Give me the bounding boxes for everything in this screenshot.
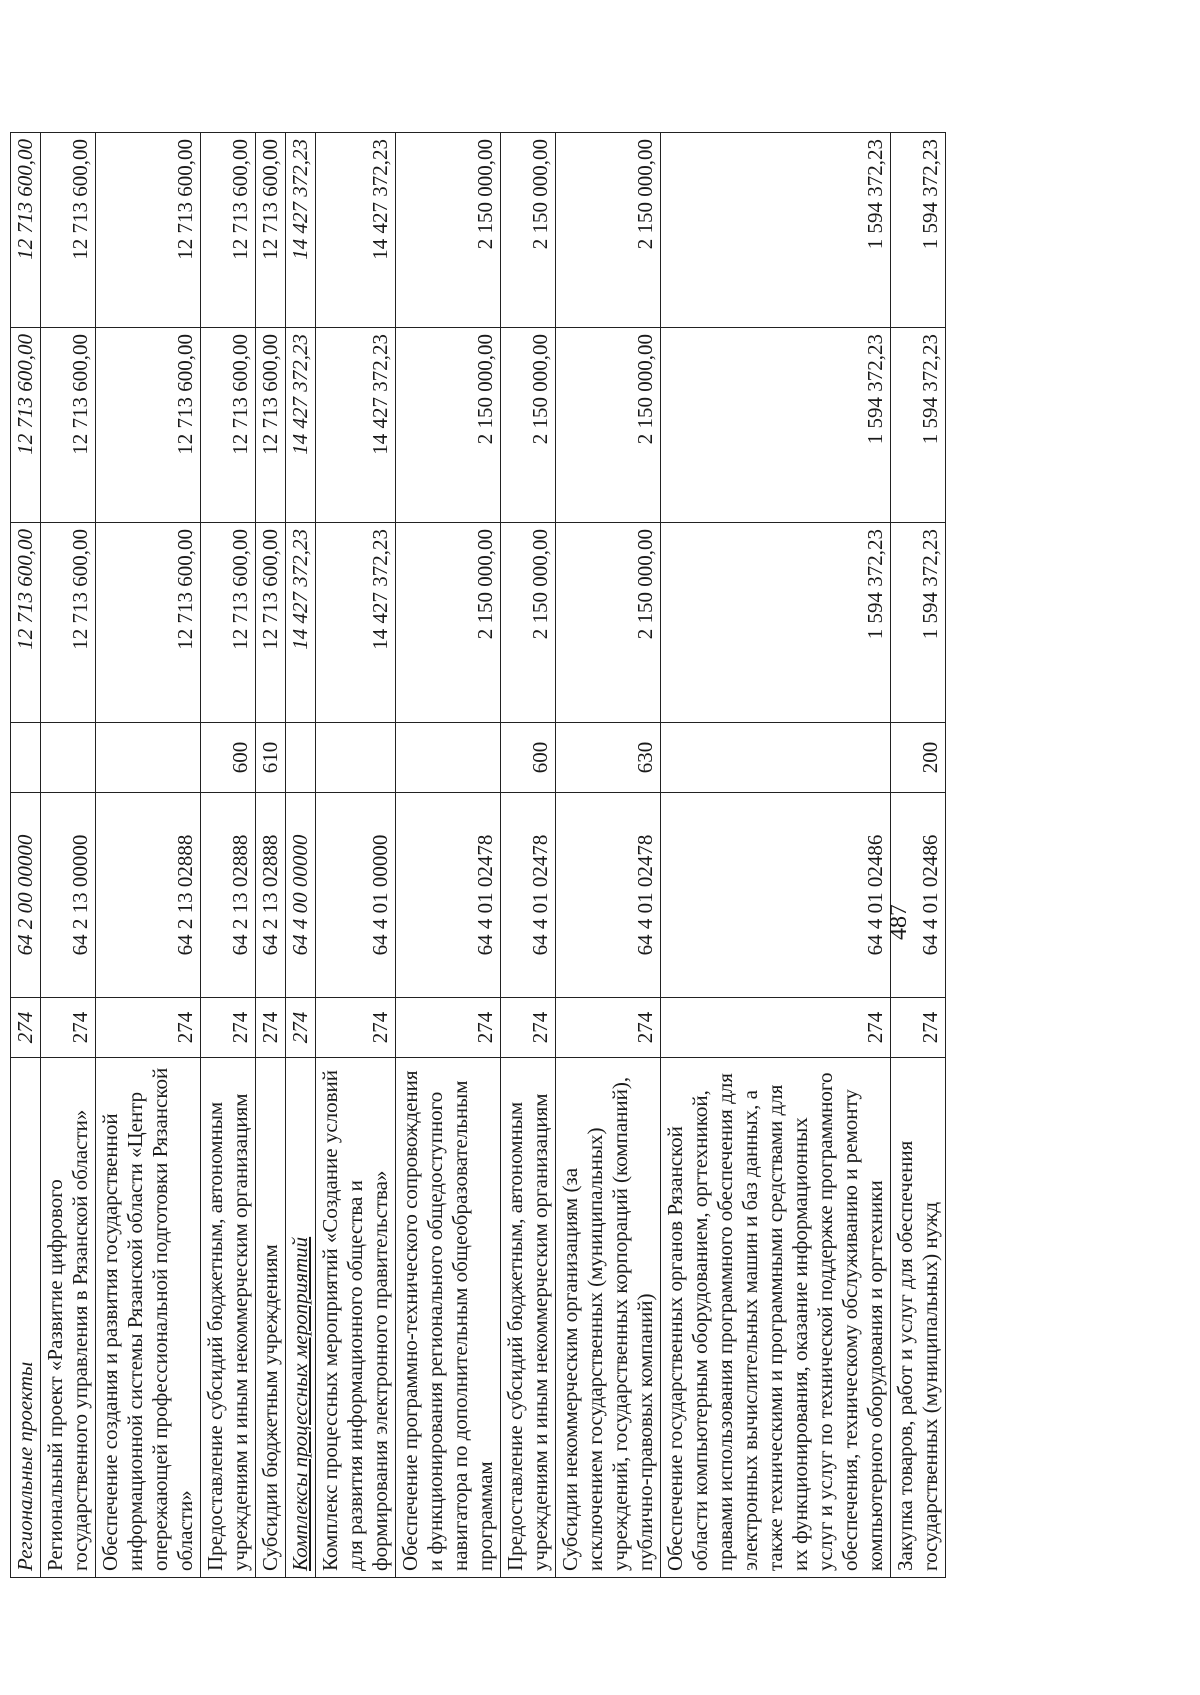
row-amount-cell: 2 150 000,00 [556, 328, 661, 523]
row-amount-cell: 12 713 600,00 [96, 523, 201, 723]
row-name-cell: Предоставление субсидий бюджетным, автономным учреждениям и иным некоммерческим организациям [501, 1058, 556, 1578]
row-type-cell: 600 [501, 723, 556, 793]
row-type-cell [96, 723, 201, 793]
row-amount-cell: 12 713 600,00 [11, 328, 41, 523]
row-amount-cell: 2 150 000,00 [501, 328, 556, 523]
row-dept-cell: 274 [201, 998, 256, 1058]
table-row [41, 133, 96, 1578]
row-dept-cell: 274 [41, 998, 96, 1058]
row-name-cell: Комплекс процессных мероприятий «Создание условий для развития информационного общества и формирования электронного правительства» [316, 1058, 396, 1578]
row-code-cell: 64 4 01 02478 [556, 793, 661, 998]
table-body [11, 133, 946, 1578]
row-amount-cell: 1 594 372,23 [661, 133, 891, 328]
row-amount-cell: 1 594 372,23 [891, 523, 946, 723]
row-type-cell: 630 [556, 723, 661, 793]
row-amount-cell: 2 150 000,00 [501, 133, 556, 328]
row-name-cell: Комплексы процессных мероприятий [286, 1058, 316, 1578]
row-dept-cell: 274 [891, 998, 946, 1058]
row-type-cell [41, 723, 96, 793]
row-name-cell: Обеспечение государственных органов Рязанской области компьютерным оборудованием, оргтехникой, правами использования программного обеспечения для электронных вычислительных машин и баз данных, а также техническими и программными средствами для их функционирования, оказание информационных услуг и услуг по технической поддержке программного обеспечения, техническому обслуживанию и ремонту компьютерного оборудования и оргтехники [661, 1058, 891, 1578]
row-name-cell: Региональные проекты [11, 1058, 41, 1578]
row-name-cell: Предоставление субсидий бюджетным, автономным учреждениям и иным некоммерческим организациям [201, 1058, 256, 1578]
row-code-cell: 64 4 00 00000 [286, 793, 316, 998]
row-code-cell: 64 2 13 02888 [201, 793, 256, 998]
row-type-cell [396, 723, 501, 793]
row-dept-cell: 274 [286, 998, 316, 1058]
row-code-cell: 64 4 01 02478 [396, 793, 501, 998]
table-row [96, 133, 201, 1578]
page-number: 487 [886, 904, 912, 940]
row-amount-cell: 12 713 600,00 [201, 523, 256, 723]
row-type-cell [316, 723, 396, 793]
table-row [11, 133, 41, 1578]
row-amount-cell: 1 594 372,23 [891, 133, 946, 328]
row-amount-cell: 14 427 372,23 [316, 133, 396, 328]
row-code-cell: 64 2 13 00000 [41, 793, 96, 998]
row-dept-cell: 274 [316, 998, 396, 1058]
row-dept-cell: 274 [11, 998, 41, 1058]
row-name-cell: Обеспечение программно-технического сопровождения и функционирования регионального общедоступного навигатора по дополнительным общеобразовательным программам [396, 1058, 501, 1578]
row-amount-cell: 1 594 372,23 [661, 523, 891, 723]
row-amount-cell: 1 594 372,23 [891, 328, 946, 523]
row-dept-cell: 274 [556, 998, 661, 1058]
row-code-cell: 64 4 01 02486 [661, 793, 891, 998]
row-amount-cell: 12 713 600,00 [96, 133, 201, 328]
row-amount-cell: 12 713 600,00 [201, 328, 256, 523]
table-row [891, 133, 946, 1578]
table-row [556, 133, 661, 1578]
row-amount-cell: 12 713 600,00 [11, 133, 41, 328]
row-name-cell: Субсидии бюджетным учреждениям [256, 1058, 286, 1578]
row-type-cell: 600 [201, 723, 256, 793]
table-row [316, 133, 396, 1578]
row-dept-cell: 274 [396, 998, 501, 1058]
row-amount-cell: 2 150 000,00 [556, 523, 661, 723]
row-dept-cell: 274 [256, 998, 286, 1058]
row-amount-cell: 14 427 372,23 [316, 523, 396, 723]
row-type-cell [286, 723, 316, 793]
row-amount-cell: 12 713 600,00 [256, 133, 286, 328]
row-amount-cell: 12 713 600,00 [256, 523, 286, 723]
row-amount-cell: 12 713 600,00 [41, 133, 96, 328]
row-name-cell: Обеспечение создания и развития государственной информационной системы Рязанской области «Центр опережающей профессиональной подготовки Рязанской области» [96, 1058, 201, 1578]
row-name-cell: Субсидии некоммерческим организациям (за исключением государственных (муниципальных) учреждений, государственных корпораций (компаний), публично-правовых компаний) [556, 1058, 661, 1578]
row-amount-cell: 12 713 600,00 [41, 328, 96, 523]
row-amount-cell: 14 427 372,23 [286, 133, 316, 328]
budget-table [10, 132, 946, 1578]
table-row [661, 133, 891, 1578]
row-type-cell: 200 [891, 723, 946, 793]
row-type-cell [661, 723, 891, 793]
row-type-cell [11, 723, 41, 793]
row-amount-cell: 2 150 000,00 [556, 133, 661, 328]
row-amount-cell: 2 150 000,00 [396, 523, 501, 723]
row-amount-cell: 14 427 372,23 [286, 328, 316, 523]
row-dept-cell: 274 [501, 998, 556, 1058]
row-amount-cell: 12 713 600,00 [201, 133, 256, 328]
row-name-cell: Закупка товаров, работ и услуг для обеспечения государственных (муниципальных) нужд [891, 1058, 946, 1578]
row-amount-cell: 1 594 372,23 [661, 328, 891, 523]
rotated-sheet [10, 113, 1022, 1690]
table-row [396, 133, 501, 1578]
row-dept-cell: 274 [96, 998, 201, 1058]
table-row [286, 133, 316, 1578]
row-code-cell: 64 2 13 02888 [96, 793, 201, 998]
row-dept-cell: 274 [661, 998, 891, 1058]
row-amount-cell: 2 150 000,00 [396, 328, 501, 523]
row-amount-cell: 14 427 372,23 [286, 523, 316, 723]
row-amount-cell: 2 150 000,00 [396, 133, 501, 328]
row-amount-cell: 12 713 600,00 [96, 328, 201, 523]
table-row [201, 133, 256, 1578]
table-row [501, 133, 556, 1578]
row-code-cell: 64 4 01 02478 [501, 793, 556, 998]
table-row [256, 133, 286, 1578]
row-amount-cell: 12 713 600,00 [11, 523, 41, 723]
row-code-cell: 64 4 01 02486 [891, 793, 946, 998]
row-code-cell: 64 2 00 00000 [11, 793, 41, 998]
row-amount-cell: 2 150 000,00 [501, 523, 556, 723]
row-amount-cell: 12 713 600,00 [41, 523, 96, 723]
row-code-cell: 64 2 13 02888 [256, 793, 286, 998]
row-type-cell: 610 [256, 723, 286, 793]
row-name-cell: Региональный проект «Развитие цифрового государственного управления в Рязанской области» [41, 1058, 96, 1578]
row-amount-cell: 12 713 600,00 [256, 328, 286, 523]
row-amount-cell: 14 427 372,23 [316, 328, 396, 523]
row-code-cell: 64 4 01 00000 [316, 793, 396, 998]
